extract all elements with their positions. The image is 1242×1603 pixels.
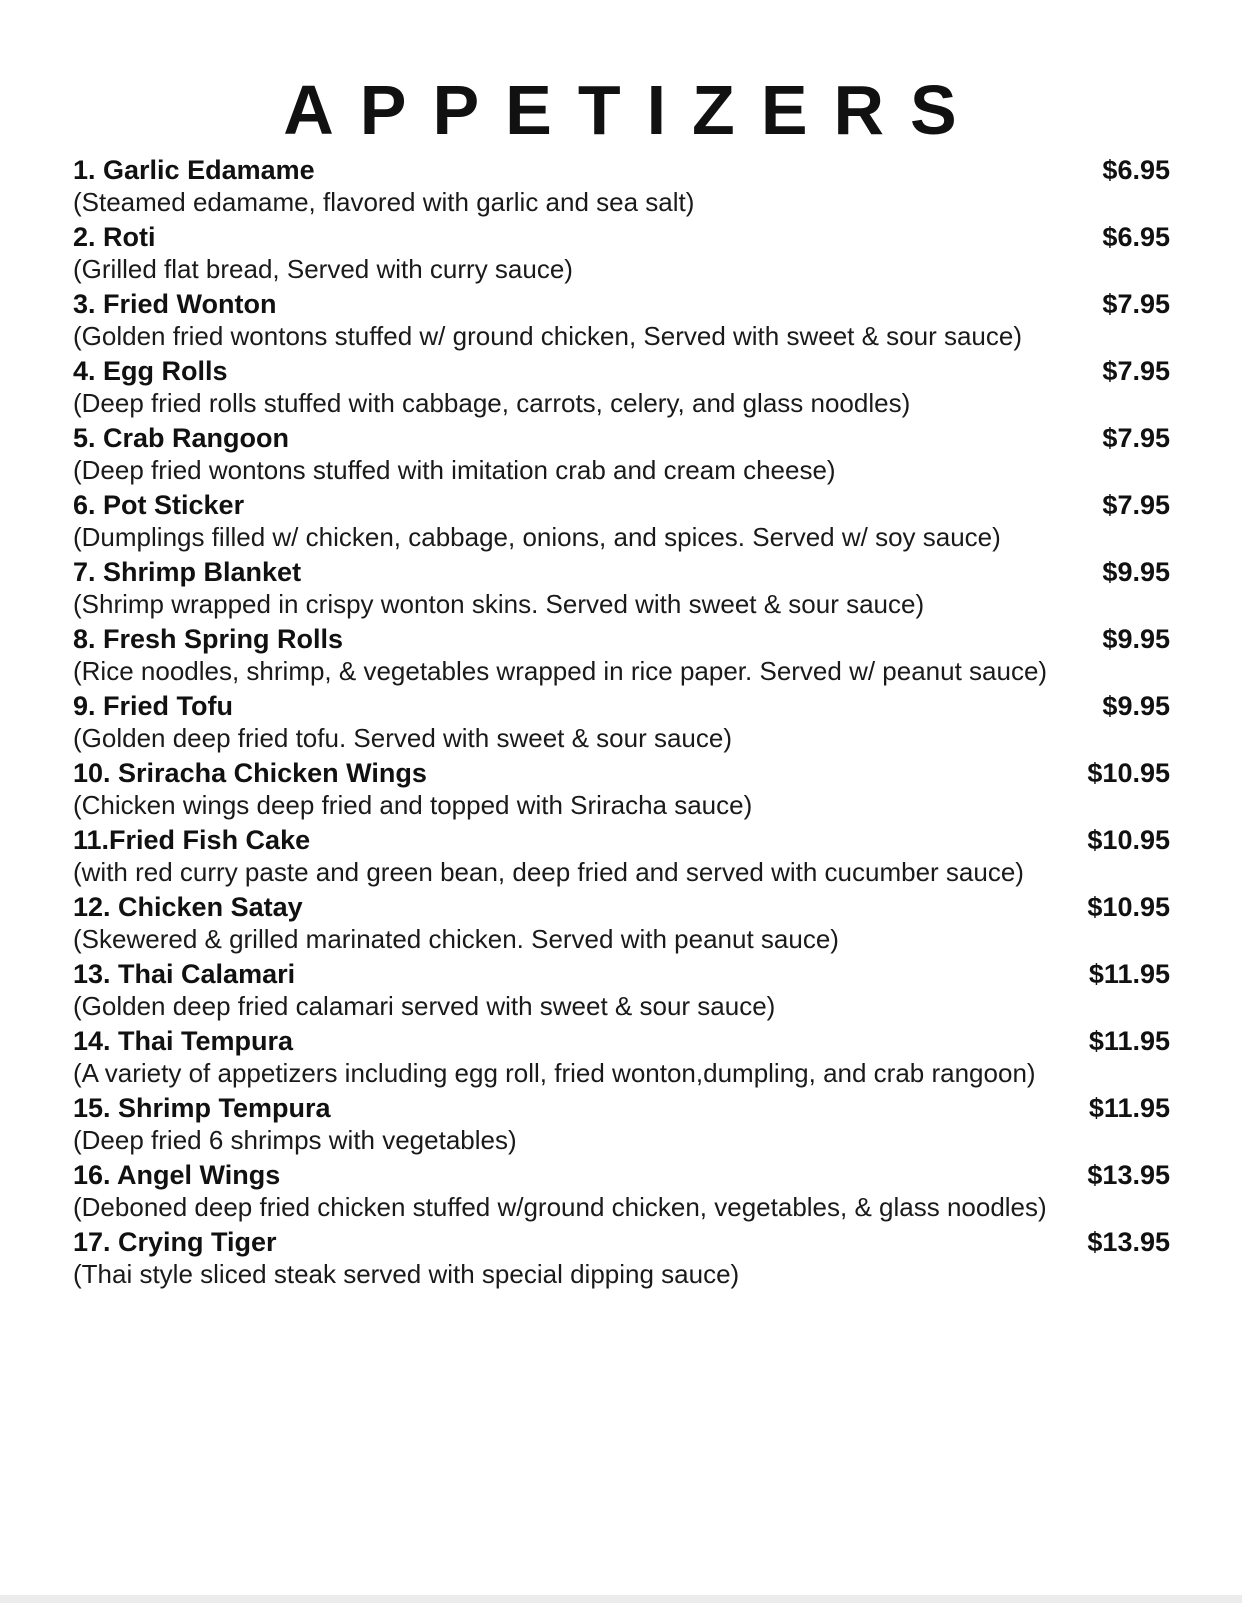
menu-item — [73, 1226, 1170, 1293]
item-price: $10.95 — [1087, 892, 1170, 922]
item-description: (Steamed edamame, flavored with garlic and sea salt) — [73, 187, 695, 217]
item-description: (Thai style sliced steak served with special dipping sauce) — [73, 1259, 740, 1289]
item-name: 9. Fried Tofu — [73, 691, 233, 721]
menu-item — [73, 891, 1170, 958]
item-price: $6.95 — [1102, 222, 1170, 252]
appetizer-list — [73, 154, 1170, 1293]
item-name: 14. Thai Tempura — [73, 1026, 294, 1056]
item-name: 2. Roti — [73, 222, 156, 252]
item-price: $10.95 — [1087, 758, 1170, 788]
menu-item — [73, 623, 1170, 690]
item-description: (Dumplings filled w/ chicken, cabbage, onions, and spices. Served w/ soy sauce) — [73, 522, 1001, 552]
item-price: $9.95 — [1102, 557, 1170, 587]
item-name: 10. Sriracha Chicken Wings — [73, 758, 427, 788]
menu-item — [73, 690, 1170, 757]
menu-item — [73, 1159, 1170, 1226]
menu-item — [73, 958, 1170, 1025]
item-description: (Deep fried wontons stuffed with imitation crab and cream cheese) — [73, 455, 836, 485]
item-description: (Deep fried 6 shrimps with vegetables) — [73, 1125, 517, 1155]
menu-item — [73, 556, 1170, 623]
item-price: $7.95 — [1102, 423, 1170, 453]
item-description: (Golden fried wontons stuffed w/ ground chicken, Served with sweet & sour sauce) — [73, 321, 1023, 351]
menu-item — [73, 1092, 1170, 1159]
item-name: 4. Egg Rolls — [73, 356, 228, 386]
item-price: $11.95 — [1088, 1093, 1170, 1123]
menu-item — [73, 1025, 1170, 1092]
menu-title: APPETIZERS — [283, 71, 983, 149]
item-description: (Deep fried rolls stuffed with cabbage, carrots, celery, and glass noodles) — [73, 388, 911, 418]
item-name: 3. Fried Wonton — [73, 289, 277, 319]
item-price: $9.95 — [1102, 691, 1170, 721]
item-price: $7.95 — [1102, 490, 1170, 520]
item-price: $13.95 — [1087, 1227, 1170, 1257]
item-name: 7. Shrimp Blanket — [73, 557, 302, 587]
item-description: (A variety of appetizers including egg roll, fried wonton,dumpling, and crab rangoon) — [73, 1058, 1036, 1088]
item-price: $7.95 — [1102, 289, 1170, 319]
item-description: (Chicken wings deep fried and topped with Sriracha sauce) — [73, 790, 753, 820]
menu-item — [73, 422, 1170, 489]
menu-item — [73, 824, 1170, 891]
item-price: $13.95 — [1087, 1160, 1170, 1190]
item-price: $11.95 — [1088, 1026, 1170, 1056]
item-description: (Grilled flat bread, Served with curry sauce) — [73, 254, 573, 284]
menu-item — [73, 154, 1170, 221]
item-description: (Skewered & grilled marinated chicken. Served with peanut sauce) — [73, 924, 839, 954]
item-description: (Rice noodles, shrimp, & vegetables wrapped in rice paper. Served w/ peanut sauce) — [73, 656, 1048, 686]
item-price: $9.95 — [1102, 624, 1170, 654]
item-description: (Golden deep fried tofu. Served with sweet & sour sauce) — [73, 723, 733, 753]
menu-item — [73, 288, 1170, 355]
item-description: (with red curry paste and green bean, deep fried and served with cucumber sauce) — [73, 857, 1024, 887]
menu-item — [73, 757, 1170, 824]
menu-item — [73, 221, 1170, 288]
item-name: 5. Crab Rangoon — [73, 423, 290, 453]
item-name: 15. Shrimp Tempura — [73, 1093, 331, 1123]
item-name: 16. Angel Wings — [73, 1160, 281, 1190]
item-name: 17. Crying Tiger — [73, 1227, 277, 1257]
page-bottom-strip — [0, 1595, 1242, 1603]
item-price: $6.95 — [1102, 155, 1170, 185]
item-name: 12. Chicken Satay — [73, 892, 303, 922]
item-description: (Shrimp wrapped in crispy wonton skins. Served with sweet & sour sauce) — [73, 589, 925, 619]
item-name: 13. Thai Calamari — [73, 959, 296, 989]
item-name: 8. Fresh Spring Rolls — [73, 624, 344, 654]
item-price: $10.95 — [1087, 825, 1170, 855]
menu-item — [73, 355, 1170, 422]
item-price: $11.95 — [1088, 959, 1170, 989]
menu-item — [73, 489, 1170, 556]
item-price: $7.95 — [1102, 356, 1170, 386]
item-description: (Golden deep fried calamari served with sweet & sour sauce) — [73, 991, 776, 1021]
item-name: 11.Fried Fish Cake — [73, 825, 311, 855]
item-name: 6. Pot Sticker — [73, 490, 245, 520]
item-description: (Deboned deep fried chicken stuffed w/ground chicken, vegetables, & glass noodles) — [73, 1192, 1047, 1222]
item-name: 1. Garlic Edamame — [73, 155, 315, 185]
